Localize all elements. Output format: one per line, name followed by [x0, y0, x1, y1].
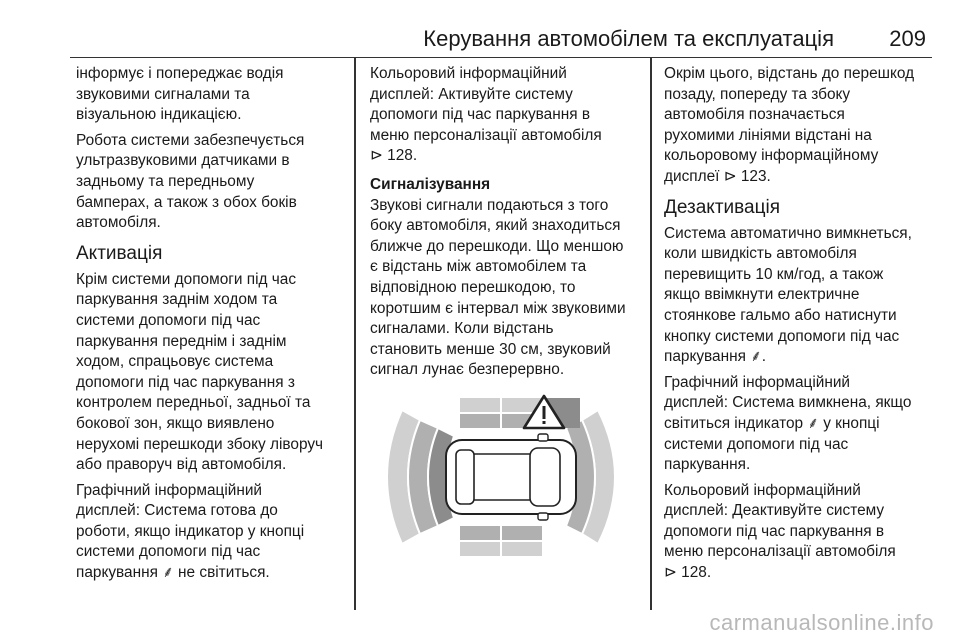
page-header	[70, 0, 932, 58]
column-divider-2	[650, 58, 652, 610]
parking-zones-svg	[362, 392, 644, 562]
paragraph: Окрім цього, відстань до перешкод позаду, попереду та збоку автомобіля позначається рухомими лініями відстані на кольоровому інформаційному дисплеї ⊳ 123.	[664, 65, 915, 185]
paragraph: Графічний інформаційний дисплей: Система вимкнена, якщо світиться індикатор ⸙ у кнопці системи допомоги під час паркування.	[664, 373, 912, 474]
paragraph: інформує і попереджає водія звуковими сигналами та візуальною індикацією.	[76, 65, 284, 124]
zone-top-outer	[460, 398, 500, 412]
zone-bottom-mid	[460, 526, 500, 540]
column-3	[664, 64, 944, 589]
car-mirror-right	[538, 513, 548, 520]
watermark: carmanualsonline.info	[709, 610, 934, 635]
page-title: Керування автомобілем та експлуатація	[423, 26, 834, 51]
car-windshield	[530, 448, 560, 506]
zone-bottom-outer	[460, 542, 500, 556]
paragraph: Графічний інформаційний дисплей: Система готова до роботи, якщо індикатор у кнопці системи допомоги під час паркування ⸙ не світиться.	[76, 481, 305, 582]
paragraph: Крім системи допомоги під час паркування заднім ходом та системи допомоги під час паркування переднім і заднім ходом, спрацьовує система допомоги під час паркування з контролем передньої, задньої та бокової зон, якщо виявлено нерухомі перешкоди збоку ліворуч або праворуч від автомобіля.	[76, 270, 324, 474]
car-mirror-left	[538, 434, 548, 441]
paragraph: Звукові сигнали подаються з того боку автомобіля, який знаходиться ближче до перешкоди. Що меншою є відстань між автомобілем та відповідною перешкодою, то коротшим є інтервал між звуковими сигналами. Коли відстань становить менше 30 см, звуковий сигнал лунає безперервно.	[370, 196, 626, 379]
car-rear-window	[456, 450, 474, 504]
zone-bottom-outer-2	[502, 542, 542, 556]
column-1	[76, 64, 344, 589]
paragraph: Кольоровий інформаційний дисплей: Активуйте систему допомоги під час паркування в меню персоналізації автомобіля ⊳ 128.	[370, 65, 602, 165]
section-heading-signals: Сигналізування	[370, 175, 491, 193]
column-2	[370, 64, 640, 386]
paragraph: Робота системи забезпечується ультразвуковими датчиками в задньому та передньому бамперах, а також з обох боків автомобіля.	[76, 131, 305, 232]
page-number: 209	[889, 26, 926, 51]
parking-zones-illustration	[362, 392, 644, 562]
zone-top-mid	[460, 414, 500, 428]
paragraph: Система автоматично вимкнеться, коли швидкість автомобіля перевищить 10 км/год, а також якщо ввімкнути електричне стоянкове гальмо або натиснути кнопку системи допомоги під час паркування ⸙.	[664, 224, 912, 366]
section-heading-activation: Активація	[76, 242, 163, 264]
paragraph: Кольоровий інформаційний дисплей: Деактивуйте систему допомоги під час паркування в меню персоналізації автомобіля ⊳ 128.	[664, 481, 896, 582]
column-divider-1	[354, 58, 356, 610]
zone-bottom-mid-2	[502, 526, 542, 540]
section-heading-deactivation: Дезактивація	[664, 196, 780, 218]
